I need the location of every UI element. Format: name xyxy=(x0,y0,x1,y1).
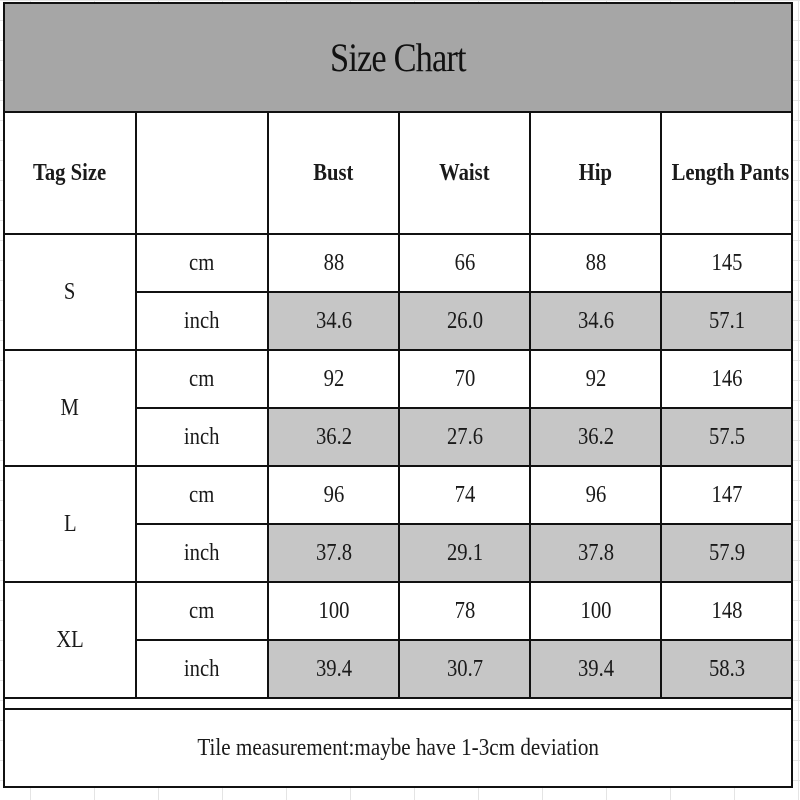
length-inch-cell: 57.9 xyxy=(661,524,791,582)
length-cm-cell: 147 xyxy=(661,466,791,524)
size-label-l: L xyxy=(5,466,136,582)
waist-cm-cell: 78 xyxy=(399,582,530,640)
unit-cell: inch xyxy=(136,524,268,582)
size-table xyxy=(5,113,791,699)
bust-inch-cell: 34.6 xyxy=(268,292,399,350)
measurement-note-text: Tile measurement:maybe have 1-3cm deviation xyxy=(197,734,599,761)
page-title: Size Chart xyxy=(330,35,466,80)
waist-inch-cell: 26.0 xyxy=(399,292,530,350)
unit-cell: inch xyxy=(136,292,268,350)
title-bar xyxy=(5,4,791,113)
length-inch-cell: 57.1 xyxy=(661,292,791,350)
header-hip: Hip xyxy=(530,113,661,234)
length-cm-cell: 148 xyxy=(661,582,791,640)
unit-cell: inch xyxy=(136,640,268,698)
measurement-note xyxy=(5,708,791,786)
bust-cm-cell: 96 xyxy=(268,466,399,524)
bust-cm-cell: 92 xyxy=(268,350,399,408)
length-inch-cell: 57.5 xyxy=(661,408,791,466)
unit-cell: cm xyxy=(136,234,268,292)
bust-cm-cell: 100 xyxy=(268,582,399,640)
unit-cell: cm xyxy=(136,350,268,408)
hip-inch-cell: 34.6 xyxy=(530,292,661,350)
header-bust: Bust xyxy=(268,113,399,234)
header-tag-size: Tag Size xyxy=(5,113,136,234)
size-label-m: M xyxy=(5,350,136,466)
waist-inch-cell: 30.7 xyxy=(399,640,530,698)
hip-cm-cell: 96 xyxy=(530,466,661,524)
waist-inch-cell: 27.6 xyxy=(399,408,530,466)
hip-cm-cell: 88 xyxy=(530,234,661,292)
header-unit xyxy=(136,113,268,234)
bust-cm-cell: 88 xyxy=(268,234,399,292)
waist-cm-cell: 74 xyxy=(399,466,530,524)
table-row xyxy=(5,234,791,292)
bust-inch-cell: 37.8 xyxy=(268,524,399,582)
size-label-xl: XL xyxy=(5,582,136,698)
hip-cm-cell: 92 xyxy=(530,350,661,408)
hip-inch-cell: 36.2 xyxy=(530,408,661,466)
size-chart-frame xyxy=(3,2,793,788)
table-row xyxy=(5,350,791,408)
waist-cm-cell: 70 xyxy=(399,350,530,408)
length-inch-cell: 58.3 xyxy=(661,640,791,698)
length-cm-cell: 145 xyxy=(661,234,791,292)
size-label-s: S xyxy=(5,234,136,350)
bust-inch-cell: 36.2 xyxy=(268,408,399,466)
table-row xyxy=(5,582,791,640)
waist-cm-cell: 66 xyxy=(399,234,530,292)
hip-inch-cell: 37.8 xyxy=(530,524,661,582)
unit-cell: cm xyxy=(136,582,268,640)
length-cm-cell: 146 xyxy=(661,350,791,408)
table-row xyxy=(5,466,791,524)
hip-inch-cell: 39.4 xyxy=(530,640,661,698)
table-header-row xyxy=(5,113,791,234)
header-waist: Waist xyxy=(399,113,530,234)
hip-cm-cell: 100 xyxy=(530,582,661,640)
header-length-pants: Length Pants xyxy=(661,113,791,234)
bust-inch-cell: 39.4 xyxy=(268,640,399,698)
unit-cell: inch xyxy=(136,408,268,466)
waist-inch-cell: 29.1 xyxy=(399,524,530,582)
unit-cell: cm xyxy=(136,466,268,524)
